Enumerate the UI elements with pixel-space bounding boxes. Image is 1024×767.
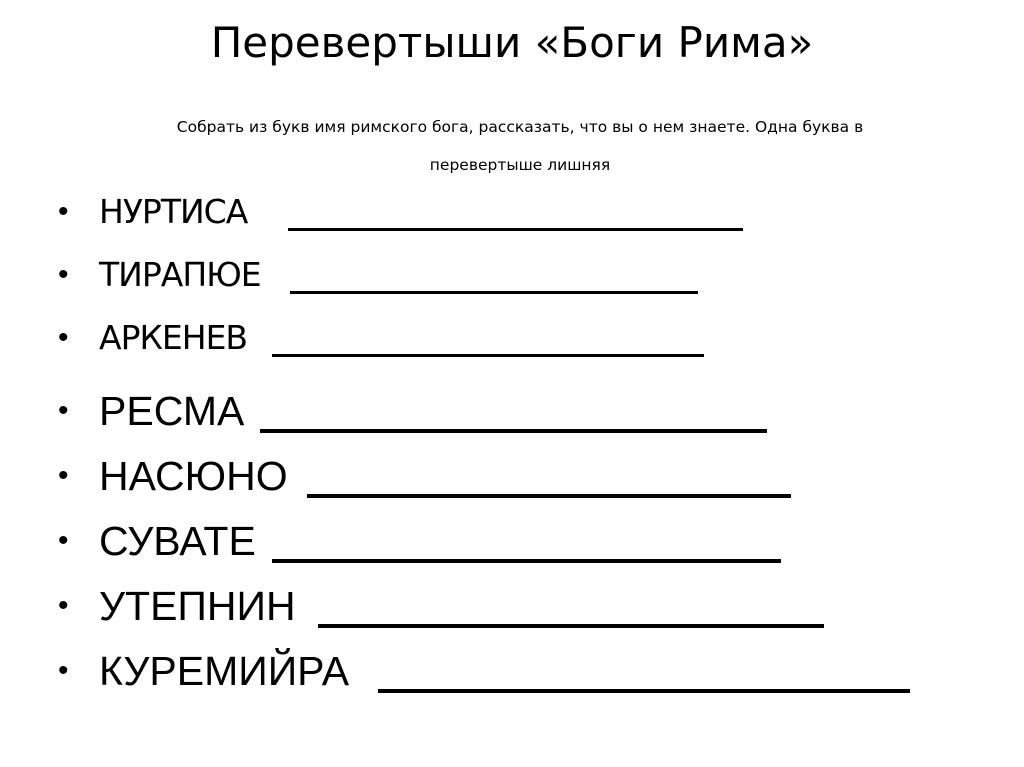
answer-blank-line[interactable] <box>272 559 781 563</box>
answer-blank-line[interactable] <box>318 624 824 628</box>
answer-blank-line[interactable] <box>288 228 743 231</box>
anagram-item <box>0 308 1024 368</box>
anagram-item <box>0 182 1024 242</box>
anagram-item <box>0 641 1024 701</box>
slide-title: Перевертыши «Боги Рима» <box>210 18 814 67</box>
answer-blank-line[interactable] <box>272 354 704 357</box>
anagram-item <box>0 381 1024 441</box>
bullet: • <box>58 258 69 291</box>
bullet: • <box>58 589 69 622</box>
answer-blank-line[interactable] <box>378 689 910 693</box>
bullet: • <box>58 524 69 557</box>
anagram-item <box>0 511 1024 571</box>
anagram-word: НУРТИСА <box>99 192 248 231</box>
anagram-word: ТИРАПЮЕ <box>99 255 261 294</box>
anagram-word: РЕСМА <box>99 388 245 434</box>
anagram-word: СУВАТЕ <box>99 518 256 564</box>
anagram-word: НАСЮНО <box>99 453 288 499</box>
instruction-line-2: перевертыше лишняя <box>429 156 611 174</box>
instruction-line-1: Собрать из букв имя римского бога, рассказать, что вы о нем знаете. Одна буква в <box>176 118 864 136</box>
bullet: • <box>58 321 69 354</box>
anagram-word: АРКЕНЕВ <box>99 318 248 357</box>
answer-blank-line[interactable] <box>307 494 791 498</box>
bullet: • <box>58 394 69 427</box>
bullet: • <box>58 654 69 687</box>
anagram-item <box>0 245 1024 305</box>
instruction-text <box>110 108 930 184</box>
anagram-item <box>0 446 1024 506</box>
bullet: • <box>58 195 69 228</box>
anagram-word: УТЕПНИН <box>99 583 296 629</box>
anagram-item <box>0 576 1024 636</box>
answer-blank-line[interactable] <box>290 291 698 294</box>
anagram-word: КУРЕМИЙРА <box>99 648 350 694</box>
answer-blank-line[interactable] <box>260 429 767 433</box>
bullet: • <box>58 459 69 492</box>
